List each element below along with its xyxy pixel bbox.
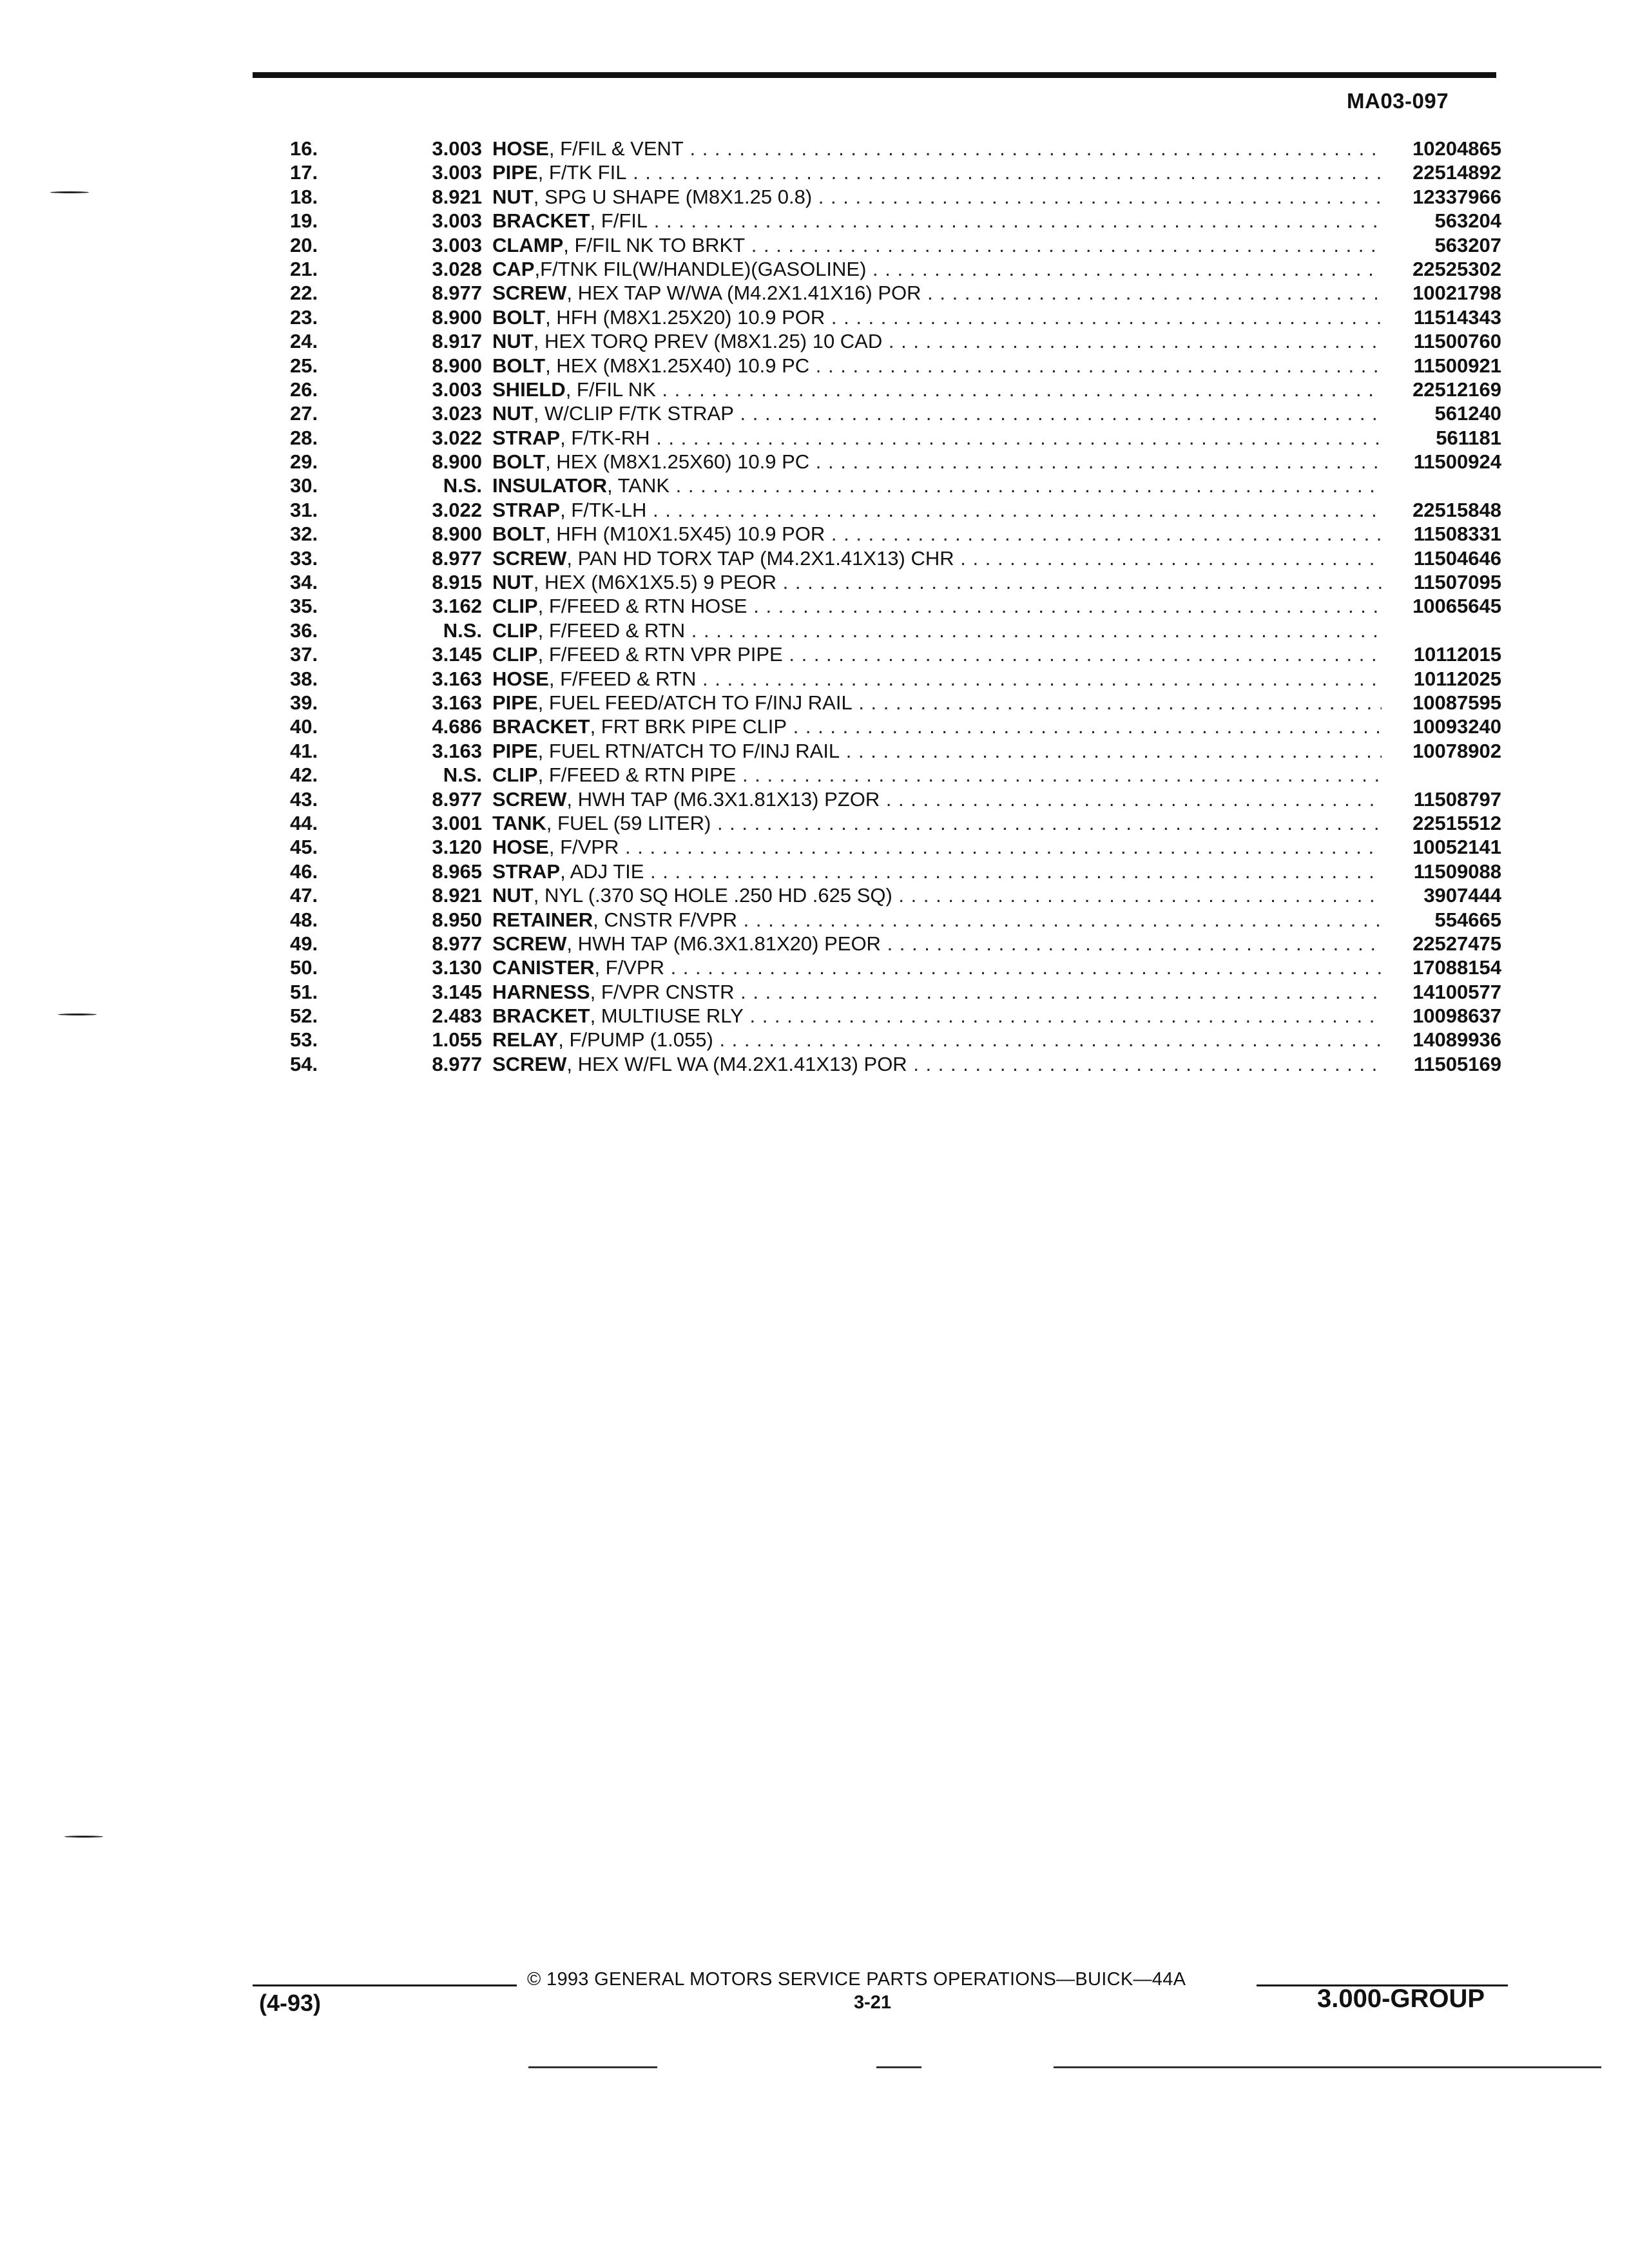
part-detail: , F/PUMP (1.055) xyxy=(558,1028,713,1052)
part-description xyxy=(492,233,1382,257)
table-row xyxy=(290,426,1501,450)
part-detail: , HEX TAP W/WA (M4.2X1.41X16) POR xyxy=(566,282,921,305)
group-number: 8.965 xyxy=(432,860,482,883)
part-number: 561181 xyxy=(1436,426,1501,449)
part-name: SHIELD xyxy=(492,378,566,401)
part-description xyxy=(492,450,1382,474)
part-name: HOSE xyxy=(492,137,549,160)
part-name: HOSE xyxy=(492,836,549,859)
group-number: 1.055 xyxy=(432,1028,482,1052)
part-detail: , F/FEED & RTN xyxy=(548,667,697,690)
part-description xyxy=(492,305,1382,329)
part-name: HOSE xyxy=(492,667,549,690)
part-number: 10112025 xyxy=(1413,667,1501,690)
part-name: CLIP xyxy=(492,619,538,642)
table-row xyxy=(290,137,1501,160)
group-number: 3.162 xyxy=(432,595,482,618)
item-number: 25. xyxy=(290,354,318,377)
group-number: N.S. xyxy=(443,764,482,787)
part-number: 22514892 xyxy=(1412,161,1501,184)
group-number: 3.001 xyxy=(432,811,482,834)
item-number: 33. xyxy=(290,546,318,570)
part-description xyxy=(492,570,1382,594)
table-row xyxy=(290,1004,1501,1028)
table-row xyxy=(290,160,1501,184)
part-detail: , NYL (.370 SQ HOLE .250 HD .625 SQ) xyxy=(533,884,892,907)
item-number: 17. xyxy=(290,161,318,184)
item-number: 36. xyxy=(290,619,318,642)
item-number: 45. xyxy=(290,836,318,859)
part-description xyxy=(492,642,1382,666)
item-number: 52. xyxy=(290,1004,318,1028)
group-number: 3.003 xyxy=(432,233,482,256)
group-number: 3.003 xyxy=(432,161,482,184)
part-detail: , HEX (M8X1.25X60) 10.9 PC xyxy=(545,450,810,474)
part-name: PIPE xyxy=(492,161,538,184)
part-number: 563204 xyxy=(1434,209,1501,233)
part-description xyxy=(492,185,1382,209)
part-name: PIPE xyxy=(492,691,538,714)
item-number: 41. xyxy=(290,739,318,762)
part-number: 11514343 xyxy=(1413,305,1501,329)
part-detail: , F/FIL NK TO BRKT xyxy=(563,233,746,256)
group-number: 8.917 xyxy=(432,330,482,353)
binder-mark xyxy=(64,1836,103,1838)
part-name: STRAP xyxy=(492,426,561,449)
part-name: NUT xyxy=(492,884,534,907)
part-description xyxy=(492,281,1382,305)
part-detail: , F/TK FIL xyxy=(537,161,627,184)
item-number: 32. xyxy=(290,523,318,546)
part-description xyxy=(492,619,1382,642)
part-name: RELAY xyxy=(492,1028,559,1052)
part-description xyxy=(492,378,1382,401)
part-detail: , FRT BRK PIPE CLIP xyxy=(590,715,787,738)
part-detail: , FUEL (59 LITER) xyxy=(546,811,711,834)
part-description xyxy=(492,691,1382,715)
parts-list xyxy=(290,137,1501,1076)
item-number: 43. xyxy=(290,787,318,811)
group-number: 3.130 xyxy=(432,956,482,979)
part-name: HARNESS xyxy=(492,980,590,1003)
bottom-rule xyxy=(876,2066,921,2068)
top-rule xyxy=(253,72,1496,78)
table-row xyxy=(290,281,1501,305)
item-number: 50. xyxy=(290,956,318,979)
table-row xyxy=(290,835,1501,859)
group-number: 3.120 xyxy=(432,836,482,859)
group-number: 8.950 xyxy=(432,908,482,931)
group-number: 3.023 xyxy=(432,402,482,425)
part-description xyxy=(492,811,1382,835)
part-number: 22527475 xyxy=(1412,932,1501,955)
part-detail: , PAN HD TORX TAP (M4.2X1.41X13) CHR xyxy=(566,546,954,570)
group-number: 2.483 xyxy=(432,1004,482,1028)
part-number: 11500921 xyxy=(1413,354,1501,377)
part-number: 10087595 xyxy=(1412,691,1501,714)
binder-mark xyxy=(58,1014,97,1015)
part-number: 10093240 xyxy=(1412,715,1501,738)
part-detail: ,F/TNK FIL(W/HANDLE)(GASOLINE) xyxy=(534,257,867,280)
part-detail: , FUEL FEED/ATCH TO F/INJ RAIL xyxy=(537,691,853,714)
item-number: 53. xyxy=(290,1028,318,1052)
group-number: 3.145 xyxy=(432,643,482,666)
part-description xyxy=(492,932,1382,956)
table-row xyxy=(290,763,1501,787)
part-number: 11500924 xyxy=(1413,450,1501,474)
item-number: 51. xyxy=(290,980,318,1003)
table-row xyxy=(290,354,1501,378)
group-number: N.S. xyxy=(443,619,482,642)
part-description xyxy=(492,883,1382,907)
part-description xyxy=(492,209,1382,233)
part-number: 11508331 xyxy=(1413,523,1501,546)
item-number: 49. xyxy=(290,932,318,955)
part-name: CAP xyxy=(492,257,535,280)
group-number: 8.900 xyxy=(432,523,482,546)
item-number: 30. xyxy=(290,474,318,497)
table-row xyxy=(290,594,1501,618)
group-number: 3.003 xyxy=(432,378,482,401)
table-row xyxy=(290,546,1501,570)
part-description xyxy=(492,763,1382,787)
part-number: 14100577 xyxy=(1412,980,1501,1003)
group-number: 8.977 xyxy=(432,282,482,305)
table-row xyxy=(290,619,1501,642)
item-number: 40. xyxy=(290,715,318,738)
part-name: NUT xyxy=(492,571,534,594)
part-name: RETAINER xyxy=(492,908,593,931)
group-number: 8.915 xyxy=(432,571,482,594)
part-detail: , F/FIL & VENT xyxy=(548,137,684,160)
part-detail: , F/FEED & RTN VPR PIPE xyxy=(537,643,783,666)
item-number: 44. xyxy=(290,811,318,834)
part-name: SCREW xyxy=(492,787,567,811)
group-number: 4.686 xyxy=(432,715,482,738)
item-number: 29. xyxy=(290,450,318,474)
part-detail: , F/FIL xyxy=(590,209,648,233)
part-name: CLIP xyxy=(492,595,538,618)
table-row xyxy=(290,715,1501,738)
table-row xyxy=(290,956,1501,979)
group-number: 3.163 xyxy=(432,667,482,690)
part-number: 10098637 xyxy=(1412,1004,1501,1028)
part-detail: , TANK xyxy=(606,474,670,497)
footer-date-code: (4-93) xyxy=(259,1990,322,2016)
part-name: INSULATOR xyxy=(492,474,607,497)
part-detail: , HWH TAP (M6.3X1.81X13) PZOR xyxy=(566,787,880,811)
group-number: 8.977 xyxy=(432,932,482,955)
footer-rule-left xyxy=(253,1984,517,1986)
part-description xyxy=(492,835,1382,859)
part-name: BRACKET xyxy=(492,1004,590,1028)
table-row xyxy=(290,570,1501,594)
part-detail: , F/VPR CNSTR xyxy=(590,980,735,1003)
item-number: 26. xyxy=(290,378,318,401)
item-number: 48. xyxy=(290,908,318,931)
item-number: 28. xyxy=(290,426,318,449)
table-row xyxy=(290,474,1501,497)
item-number: 31. xyxy=(290,498,318,521)
part-name: NUT xyxy=(492,185,534,208)
part-name: CLAMP xyxy=(492,233,564,256)
table-row xyxy=(290,233,1501,257)
part-detail: , HFH (M10X1.5X45) 10.9 POR xyxy=(545,523,825,546)
group-number: 3.163 xyxy=(432,691,482,714)
part-number: 11507095 xyxy=(1413,571,1501,594)
item-number: 24. xyxy=(290,330,318,353)
bottom-rule xyxy=(1054,2066,1601,2068)
part-detail: , MULTIUSE RLY xyxy=(590,1004,744,1028)
part-description xyxy=(492,522,1382,546)
item-number: 34. xyxy=(290,571,318,594)
table-row xyxy=(290,1052,1501,1076)
footer-group: 3.000-GROUP xyxy=(1317,1984,1485,2013)
part-number: 554665 xyxy=(1434,908,1501,931)
group-number: 8.900 xyxy=(432,450,482,474)
part-description xyxy=(492,715,1382,738)
table-row xyxy=(290,329,1501,353)
item-number: 18. xyxy=(290,185,318,208)
item-number: 35. xyxy=(290,595,318,618)
part-detail: , HEX (M6X1X5.5) 9 PEOR xyxy=(533,571,777,594)
document-code: MA03-097 xyxy=(1347,89,1449,113)
part-description xyxy=(492,426,1382,450)
item-number: 54. xyxy=(290,1052,318,1075)
part-name: BRACKET xyxy=(492,209,590,233)
part-description xyxy=(492,787,1382,811)
item-number: 38. xyxy=(290,667,318,690)
part-number: 11508797 xyxy=(1413,787,1501,811)
part-number: 11500760 xyxy=(1413,330,1501,353)
part-number: 22515512 xyxy=(1412,811,1501,834)
part-number: 22515848 xyxy=(1412,498,1501,521)
part-number: 10052141 xyxy=(1412,836,1501,859)
part-detail: , F/TK-LH xyxy=(560,498,647,521)
part-detail: , SPG U SHAPE (M8X1.25 0.8) xyxy=(533,185,813,208)
item-number: 20. xyxy=(290,233,318,256)
part-number: 14089936 xyxy=(1412,1028,1501,1052)
part-detail: , F/VPR xyxy=(548,836,619,859)
table-row xyxy=(290,932,1501,956)
part-description xyxy=(492,860,1382,883)
part-name: PIPE xyxy=(492,739,538,762)
table-row xyxy=(290,401,1501,425)
item-number: 27. xyxy=(290,402,318,425)
part-detail: , HEX (M8X1.25X40) 10.9 PC xyxy=(545,354,810,377)
part-description xyxy=(492,980,1382,1004)
part-detail: , CNSTR F/VPR xyxy=(593,908,738,931)
part-number: 10112015 xyxy=(1413,643,1501,666)
part-description xyxy=(492,667,1382,691)
part-detail: , ADJ TIE xyxy=(560,860,644,883)
table-row xyxy=(290,378,1501,401)
part-detail: , HEX TORQ PREV (M8X1.25) 10 CAD xyxy=(533,330,883,353)
table-row xyxy=(290,305,1501,329)
part-name: TANK xyxy=(492,811,546,834)
table-row xyxy=(290,811,1501,835)
group-number: 8.977 xyxy=(432,1052,482,1075)
group-number: 8.900 xyxy=(432,354,482,377)
group-number: 3.003 xyxy=(432,209,482,233)
part-name: SCREW xyxy=(492,282,567,305)
part-detail: , HEX W/FL WA (M4.2X1.41X13) POR xyxy=(566,1052,907,1075)
part-name: NUT xyxy=(492,402,534,425)
item-number: 16. xyxy=(290,137,318,160)
part-name: BOLT xyxy=(492,305,546,329)
table-row xyxy=(290,908,1501,932)
group-number: 3.145 xyxy=(432,980,482,1003)
group-number: 3.163 xyxy=(432,739,482,762)
part-name: NUT xyxy=(492,330,534,353)
item-number: 42. xyxy=(290,764,318,787)
part-number: 22525302 xyxy=(1412,257,1501,280)
part-number: 12337966 xyxy=(1412,185,1501,208)
footer-page-number: 3-21 xyxy=(854,1992,892,2013)
part-detail: , HFH (M8X1.25X20) 10.9 POR xyxy=(545,305,825,329)
part-detail: , W/CLIP F/TK STRAP xyxy=(533,402,734,425)
group-number: 8.900 xyxy=(432,305,482,329)
item-number: 23. xyxy=(290,305,318,329)
part-description xyxy=(492,474,1382,497)
part-number: 3907444 xyxy=(1423,884,1501,907)
part-number: 10065645 xyxy=(1412,595,1501,618)
item-number: 37. xyxy=(290,643,318,666)
part-description xyxy=(492,354,1382,378)
part-description xyxy=(492,908,1382,932)
part-number: 11505169 xyxy=(1413,1052,1501,1075)
part-detail: , F/TK-RH xyxy=(560,426,650,449)
part-name: BOLT xyxy=(492,354,546,377)
part-detail: , F/FIL NK xyxy=(565,378,656,401)
item-number: 39. xyxy=(290,691,318,714)
part-number: 10078902 xyxy=(1412,739,1501,762)
part-number: 11509088 xyxy=(1413,860,1501,883)
part-detail: , F/FEED & RTN HOSE xyxy=(537,595,747,618)
part-name: CLIP xyxy=(492,764,538,787)
table-row xyxy=(290,860,1501,883)
part-description xyxy=(492,1028,1382,1052)
table-row xyxy=(290,691,1501,715)
part-number: 22512169 xyxy=(1412,378,1501,401)
item-number: 19. xyxy=(290,209,318,233)
item-number: 47. xyxy=(290,884,318,907)
part-detail: , FUEL RTN/ATCH TO F/INJ RAIL xyxy=(537,739,840,762)
table-row xyxy=(290,1028,1501,1052)
bottom-rule xyxy=(528,2066,657,2068)
part-description xyxy=(492,329,1382,353)
table-row xyxy=(290,883,1501,907)
part-detail: , F/VPR xyxy=(594,956,664,979)
part-description xyxy=(492,498,1382,522)
table-row xyxy=(290,787,1501,811)
part-description xyxy=(492,1004,1382,1028)
table-row xyxy=(290,667,1501,691)
group-number: 3.028 xyxy=(432,257,482,280)
footer-copyright: © 1993 GENERAL MOTORS SERVICE PARTS OPERATIONS—BUICK—44A xyxy=(527,1969,1186,1990)
item-number: 21. xyxy=(290,257,318,280)
table-row xyxy=(290,257,1501,281)
table-row xyxy=(290,498,1501,522)
part-name: SCREW xyxy=(492,932,567,955)
part-description xyxy=(492,160,1382,184)
item-number: 46. xyxy=(290,860,318,883)
part-name: SCREW xyxy=(492,1052,567,1075)
part-description xyxy=(492,594,1382,618)
group-number: 8.977 xyxy=(432,787,482,811)
part-number: 11504646 xyxy=(1413,546,1501,570)
part-number: 10021798 xyxy=(1412,282,1501,305)
group-number: 8.921 xyxy=(432,185,482,208)
part-description xyxy=(492,257,1382,281)
table-row xyxy=(290,980,1501,1004)
binder-mark xyxy=(50,191,89,193)
group-number: 3.022 xyxy=(432,426,482,449)
part-description xyxy=(492,137,1382,160)
part-name: BRACKET xyxy=(492,715,590,738)
group-number: 8.977 xyxy=(432,546,482,570)
part-number: 561240 xyxy=(1434,402,1501,425)
part-name: STRAP xyxy=(492,498,561,521)
part-number: 563207 xyxy=(1434,233,1501,256)
group-number: 3.022 xyxy=(432,498,482,521)
part-name: CLIP xyxy=(492,643,538,666)
part-name: STRAP xyxy=(492,860,561,883)
table-row xyxy=(290,642,1501,666)
part-name: BOLT xyxy=(492,450,546,474)
part-description xyxy=(492,401,1382,425)
item-number: 22. xyxy=(290,282,318,305)
table-row xyxy=(290,522,1501,546)
part-description xyxy=(492,956,1382,979)
part-description xyxy=(492,1052,1382,1076)
table-row xyxy=(290,209,1501,233)
part-number: 10204865 xyxy=(1412,137,1501,160)
group-number: 8.921 xyxy=(432,884,482,907)
table-row xyxy=(290,185,1501,209)
part-detail: , F/FEED & RTN PIPE xyxy=(537,764,737,787)
group-number: N.S. xyxy=(443,474,482,497)
part-number: 17088154 xyxy=(1412,956,1501,979)
part-detail: , F/FEED & RTN xyxy=(537,619,686,642)
table-row xyxy=(290,739,1501,763)
part-description xyxy=(492,739,1382,763)
part-name: SCREW xyxy=(492,546,567,570)
part-description xyxy=(492,546,1382,570)
group-number: 3.003 xyxy=(432,137,482,160)
part-name: CANISTER xyxy=(492,956,595,979)
part-name: BOLT xyxy=(492,523,546,546)
table-row xyxy=(290,450,1501,474)
part-detail: , HWH TAP (M6.3X1.81X20) PEOR xyxy=(566,932,881,955)
